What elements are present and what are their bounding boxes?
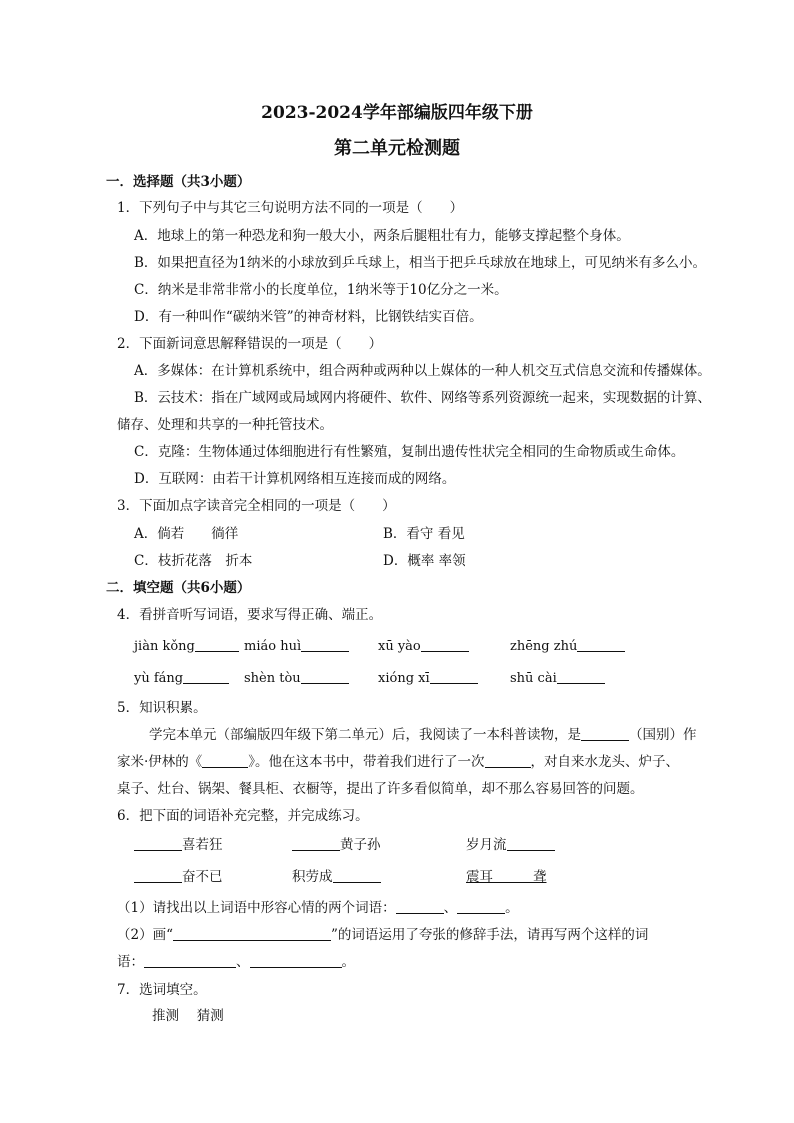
q6-text: 语： — [117, 954, 144, 970]
q5-text: （国别）作 — [629, 727, 697, 743]
answer-blank[interactable] — [421, 638, 469, 652]
q6-word-text: 积劳成 — [292, 869, 333, 885]
exam-title: 2023-2024学年部编版四年级下册 — [261, 103, 533, 123]
q6-text: 、 — [236, 954, 250, 970]
q3-option-a: A．倘若 徜徉 — [134, 526, 239, 542]
q7-stem: 7．选词填空。 — [117, 982, 207, 998]
q6-subq2-line2 — [117, 953, 355, 971]
answer-blank[interactable] — [134, 869, 182, 883]
q5-para-line3: 桌子、灶台、锅架、餐具柜、衣橱等，提出了许多看似简单，却不那么容易回答的问题。 — [117, 781, 644, 797]
q5-para-line2 — [117, 753, 679, 771]
q6-word-text: 聋 — [533, 869, 547, 885]
q6-word-text: 黄子孙 — [340, 837, 381, 853]
q6-text: 、 — [443, 900, 458, 916]
q2-option-b-line1: B．云技术：指在广域网或局域网内将硬件、软件、网络等系列资源统一起来，实现数据的计算、 — [134, 390, 711, 406]
q6-word — [292, 836, 381, 854]
answer-blank[interactable] — [173, 927, 331, 941]
q4-item — [134, 638, 239, 656]
q6-word-text: 震耳 — [466, 869, 493, 885]
q3-option-d: D．概率 率领 — [383, 553, 466, 569]
q6-text: （1）请找出以上词语中形容心情的两个词语： — [117, 900, 396, 916]
answer-blank[interactable] — [557, 670, 605, 684]
q6-word-underlined — [466, 868, 547, 886]
pinyin: jiàn kǒng — [134, 639, 195, 654]
q1-option-c: C．纳米是非常非常小的长度单位，1纳米等于10亿分之一米。 — [134, 282, 508, 298]
q5-text: 学完本单元（部编版四年级下第二单元）后，我阅读了一本科普读物，是 — [149, 727, 581, 743]
q1-option-b: B．如果把直径为1纳米的小球放到乒乓球上，相当于把乒乓球放在地球上，可见纳米有多么小。 — [134, 255, 707, 271]
q5-text: 家米·伊林的《 — [117, 754, 203, 770]
q6-word — [466, 836, 555, 854]
q6-word-text: 奋不已 — [182, 869, 223, 885]
answer-blank[interactable] — [144, 954, 236, 968]
pinyin: shèn tòu — [244, 671, 301, 686]
pinyin: xū yào — [378, 639, 421, 654]
q6-word — [134, 836, 223, 854]
q4-item — [134, 670, 229, 688]
answer-blank[interactable] — [507, 837, 555, 851]
answer-blank[interactable] — [183, 670, 229, 684]
q2-stem: 2．下面新词意思解释错误的一项是（ ） — [117, 336, 383, 352]
q5-para-line1 — [149, 726, 697, 744]
q2-option-c: C．克隆：生物体通过体细胞进行有性繁殖，复制出遗传性状完全相同的生命物质或生命体。 — [134, 444, 685, 460]
q5-text: ，对自来水龙头、炉子、 — [530, 754, 680, 770]
answer-blank[interactable] — [493, 869, 533, 883]
q3-option-c: C．枝折花落 折本 — [134, 553, 253, 569]
answer-blank[interactable] — [301, 670, 349, 684]
q6-stem: 6．把下面的词语补充完整，并完成练习。 — [117, 808, 369, 824]
q6-word — [134, 868, 223, 886]
pinyin: xióng xī — [378, 671, 430, 686]
q4-item — [510, 670, 605, 688]
q6-text: 。 — [505, 900, 519, 916]
q3-option-b: B．看守 看见 — [383, 526, 465, 542]
q4-item — [510, 638, 625, 656]
answer-blank[interactable] — [195, 638, 239, 652]
q6-text: （2）画“ — [117, 927, 173, 943]
q1-option-d: D．有一种叫作“碳纳米管”的神奇材料，比钢铁结实百倍。 — [134, 309, 483, 325]
q6-text: ”的词语运用了夸张的修辞手法，请再写两个这样的词 — [331, 927, 649, 943]
q2-option-d: D．互联网：由若干计算机网络相互连接而成的网络。 — [134, 471, 456, 487]
q5-stem: 5．知识积累。 — [117, 700, 207, 716]
answer-blank[interactable] — [396, 900, 444, 914]
q1-option-a: A．地球上的第一种恐龙和狗一般大小，两条后腿粗壮有力，能够支撑起整个身体。 — [134, 228, 630, 244]
q6-text: 。 — [341, 954, 355, 970]
answer-blank[interactable] — [577, 638, 625, 652]
pinyin: zhēng zhú — [510, 639, 578, 654]
answer-blank[interactable] — [457, 900, 505, 914]
q4-item — [244, 670, 349, 688]
answer-blank[interactable] — [485, 754, 531, 768]
q6-word — [292, 868, 381, 886]
answer-blank[interactable] — [430, 670, 478, 684]
q6-subq1 — [117, 899, 519, 917]
answer-blank[interactable] — [333, 869, 381, 883]
q4-item — [244, 638, 349, 656]
q4-stem: 4．看拼音听写词语，要求写得正确、端正。 — [117, 607, 383, 623]
exam-subtitle: 第二单元检测题 — [334, 138, 460, 159]
answer-blank[interactable] — [250, 954, 342, 968]
answer-blank[interactable] — [292, 837, 340, 851]
q6-word-text: 喜若狂 — [182, 837, 223, 853]
pinyin: shū cài — [510, 671, 557, 686]
q4-item — [378, 670, 478, 688]
q2-option-b-line2: 储存、处理和共享的一种托管技术。 — [117, 417, 333, 433]
pinyin: yù fáng — [134, 671, 184, 686]
section1-heading: 一．选择题（共3小题） — [106, 174, 251, 190]
pinyin: miáo huì — [244, 639, 302, 654]
q6-word-text: 岁月流 — [466, 837, 507, 853]
answer-blank[interactable] — [134, 837, 182, 851]
answer-blank[interactable] — [581, 727, 629, 741]
q1-stem: 1．下列句子中与其它三句说明方法不同的一项是（ ） — [117, 200, 464, 216]
answer-blank[interactable] — [301, 638, 349, 652]
q2-option-a: A．多媒体：在计算机系统中，组合两种或两种以上媒体的一种人机交互式信息交流和传播媒体。 — [134, 363, 711, 379]
q5-text: 》。他在这本书中，带着我们进行了一次 — [248, 754, 485, 770]
q4-item — [378, 638, 469, 656]
answer-blank[interactable] — [202, 754, 248, 768]
q6-subq2 — [117, 926, 648, 944]
section2-heading: 二．填空题（共6小题） — [106, 580, 251, 596]
q3-stem: 3．下面加点字读音完全相同的一项是（ ） — [117, 498, 396, 514]
q7-word-choices: 推测 猜测 — [152, 1008, 224, 1024]
